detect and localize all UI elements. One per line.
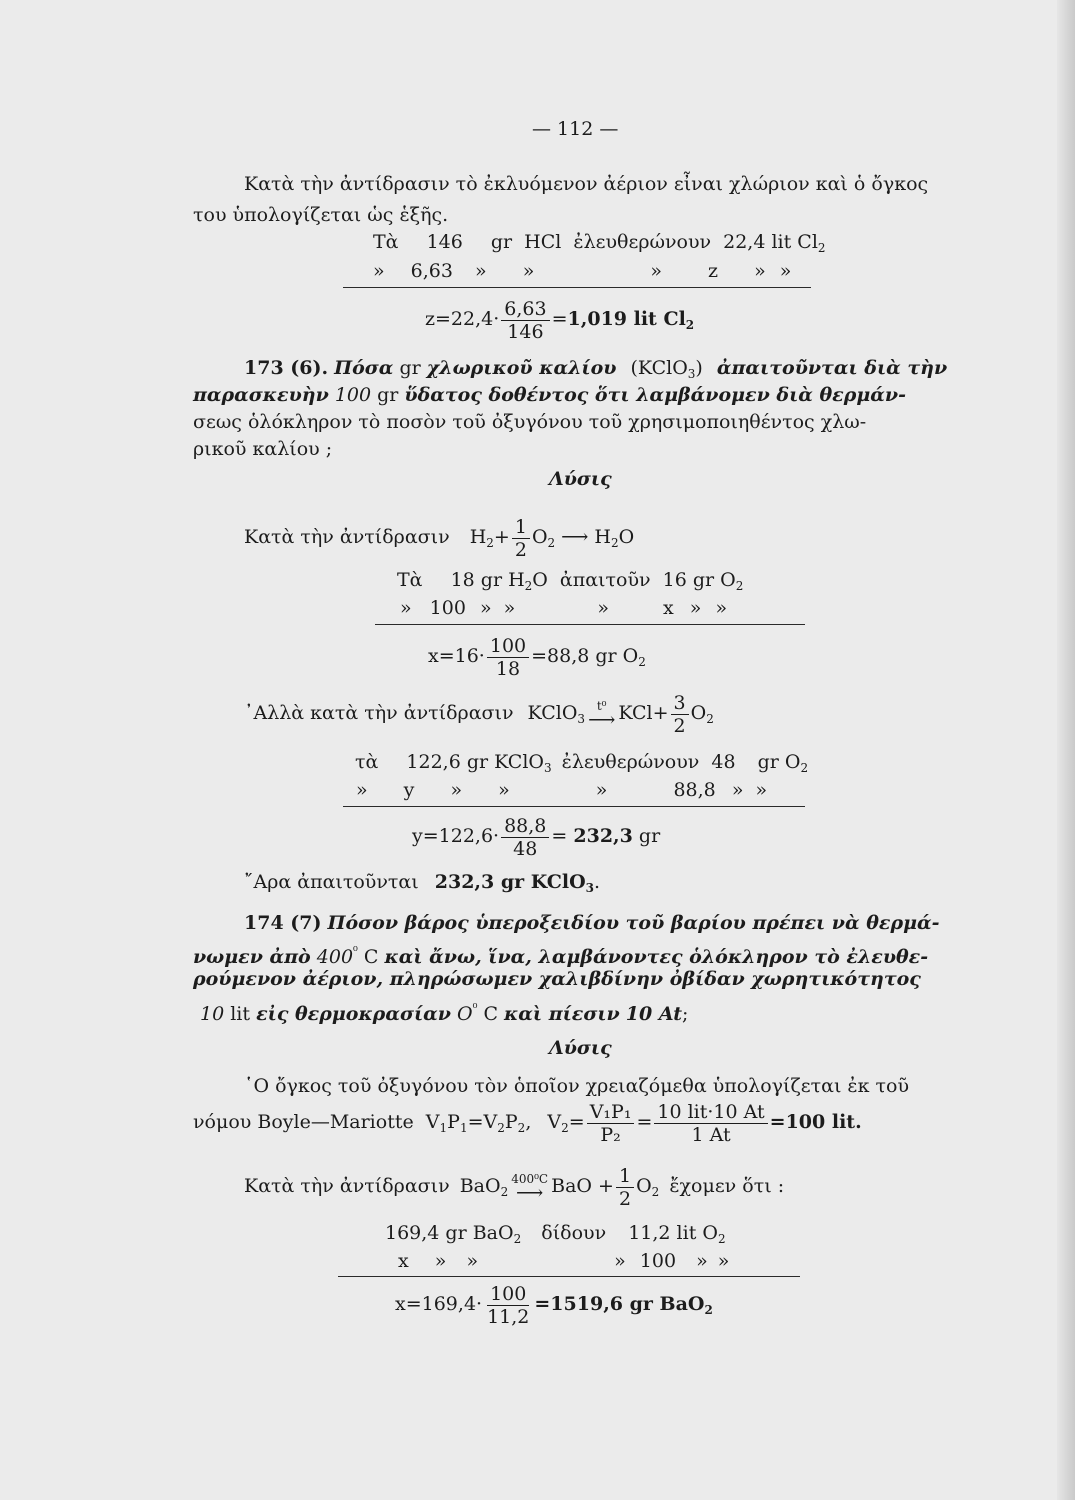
result-equation: x=16· $\frac{100}{18}$ =88,8 gr $O_2$ xyxy=(428,634,646,680)
fraction: $\frac{\text{V₁P₁}}{\text{P₂}}$ xyxy=(587,1101,635,1146)
paragraph-line: ῾Ο ὄγκος τοῦ ὀξυγόνου τὸν ὁποῖον χρειαζόμεθα ὑπολογίζεται ἐκ τοῦ xyxy=(244,1075,910,1097)
reaction-arrow: t⁰ ⟶ xyxy=(588,699,616,731)
paragraph-line: Κατὰ τὴν ἀντίδρασιν τὸ ἐκλυόμενον ἀέριον εἶναι χλώριον καὶ ὁ ὄγκος xyxy=(244,173,929,195)
proportion-row: » 6,63 » » » z » » xyxy=(373,260,792,282)
fraction: $\frac{\text{10 lit·10 At}}{1 At}$ xyxy=(654,1101,767,1146)
solution-heading: Λύσις xyxy=(549,1037,612,1059)
solution-heading: Λύσις xyxy=(549,468,612,490)
proportion-row: τὰ 122,6 gr KClO$_3$ ἐλευθερώνουν 48 gr $O_2$ xyxy=(355,751,809,775)
reaction-arrow: 400⁰C ⟶ xyxy=(511,1172,549,1204)
divider-line xyxy=(343,806,805,807)
fraction: $\frac{100}{18}$ xyxy=(487,635,529,680)
problem-173-question: 173 (6). Πόσα gr χλωρικοῦ καλίου (KClO$_3$) ἀπαιτοῦνται διὰ τὴν xyxy=(244,357,948,381)
reaction-equation: Κατὰ τὴν ἀντίδρασιν $H_2+$ $\frac{1}{2}$ $O_2$ ⟶ $H_2O$ xyxy=(244,515,635,561)
fraction: $\frac{6,63}{146}$ xyxy=(501,298,549,343)
fraction: $\frac{1}{2}$ xyxy=(616,1165,634,1210)
proportion-row: » 100 » » » x » » xyxy=(400,597,728,619)
page-number: — 112 — xyxy=(532,118,619,140)
divider-line xyxy=(343,287,811,288)
divider-line xyxy=(338,1276,800,1277)
final-answer: ῎Αρα ἀπαιτοῦνται 232,3 gr KClO$_3$. xyxy=(244,871,601,895)
problem-173-question: ρικοῦ καλίου ; xyxy=(193,438,333,460)
fraction: $\frac{3}{2}$ xyxy=(671,692,689,737)
proportion-row: 169,4 gr BaO$_2$ δίδουν 11,2 lit $O_2$ xyxy=(385,1222,726,1246)
proportion-row: x » » » 100 » » xyxy=(398,1250,730,1272)
reaction-equation: Κατὰ τὴν ἀντίδρασιν BaO$_2$ 400⁰C ⟶ BaO + $\frac{1}{2}$ $O_2$ ἔχομεν ὅτι : xyxy=(244,1164,785,1210)
result-equation: x=169,4· $\frac{100}{11,2}$ =1519,6 gr BaO$_2$ xyxy=(395,1282,713,1328)
result-equation: y=122,6· $\frac{88,8}{48}$ = 232,3 gr xyxy=(412,814,661,860)
proportion-row: Τὰ 18 gr $H_2O$ ἀπαιτοῦν 16 gr $O_2$ xyxy=(397,569,744,593)
problem-173-question: παρασκευὴν 100 gr ὕδατος δοθέντος ὅτι λαμβάνομεν διὰ θερμάν- xyxy=(193,384,906,406)
page-edge-shadow xyxy=(1057,0,1075,1500)
boyle-mariotte-equation: νόμου Boyle—Mariotte $V_1P_1=V_2P_2$, $V_2=$ $\frac{\text{V₁P₁}}{\text{P₂}}$ = $\frac{\text{10 lit·10 At}}{1 At}$ =100 lit. xyxy=(193,1100,862,1146)
problem-173-question: σεως ὁλόκληρον τὸ ποσὸν τοῦ ὀξυγόνου τοῦ χρησιμοποιηθέντος χλω- xyxy=(193,411,867,433)
problem-174-question: 10 lit εἰς θερμοκρασίαν $O^{^0}$ C καὶ πίεσιν 10 At; xyxy=(200,1001,689,1025)
proportion-row: » y » » » 88,8 » » xyxy=(356,779,768,801)
reaction-equation: ᾿Αλλὰ κατὰ τὴν ἀντίδρασιν KClO$_3$ t⁰ ⟶ KCl+ $\frac{3}{2}$ $O_2$ xyxy=(244,691,714,737)
fraction: $\frac{100}{11,2}$ xyxy=(487,1282,530,1328)
paragraph-line: του ὑπολογίζεται ὡς ἑξῆς. xyxy=(193,204,449,226)
problem-174-question: 174 (7) Πόσον βάρος ὑπεροξειδίου τοῦ βαρίου πρέπει νὰ θερμά- xyxy=(244,912,940,934)
divider-line xyxy=(375,624,805,625)
problem-174-question: νωμεν ἀπὸ $400^{^0}$ C καὶ ἄνω, ἵνα, λαμβάνοντες ὁλόκληρον τὸ ἐλευθε- xyxy=(193,944,929,968)
proportion-row: Τὰ 146 gr HCl ἐλευθερώνουν 22,4 lit $Cl_2$ xyxy=(373,231,826,255)
result-equation: z=22,4· $\frac{6,63}{146}$ =1,019 lit $Cl_2$ xyxy=(425,297,695,343)
fraction: $\frac{1}{2}$ xyxy=(512,516,530,561)
problem-174-question: ρούμενον ἀέριον, πληρώσωμεν χαλιβδίνην ὀβίδαν χωρητικότητος xyxy=(193,968,921,990)
fraction: $\frac{88,8}{48}$ xyxy=(501,815,549,860)
